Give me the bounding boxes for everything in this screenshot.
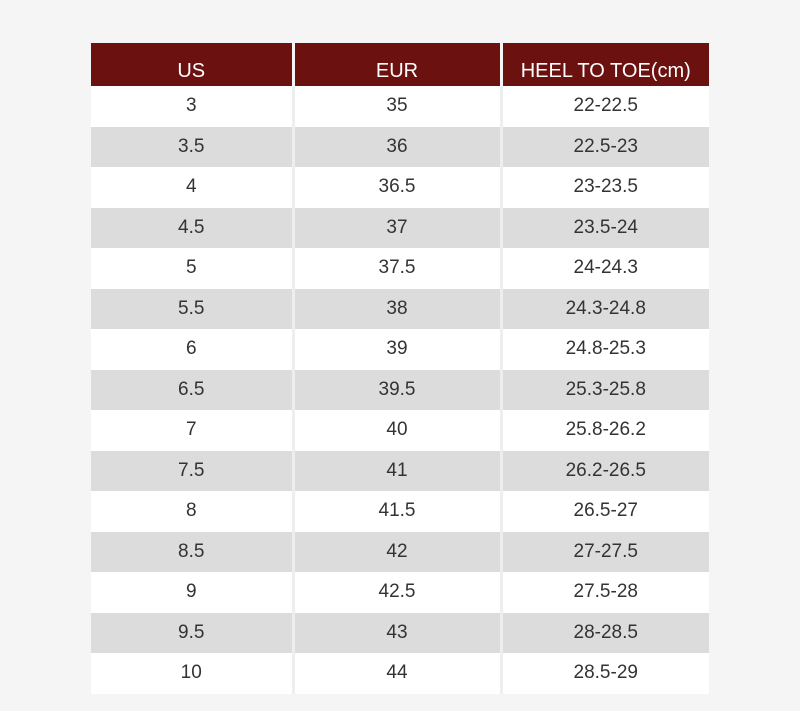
cell-eur: 35 [293, 86, 501, 127]
cell-us: 8 [91, 491, 293, 532]
size-chart-table [91, 43, 709, 694]
cell-heel-to-toe: 27.5-28 [501, 572, 709, 613]
cell-eur: 42.5 [293, 572, 501, 613]
cell-us: 4.5 [91, 208, 293, 249]
cell-eur: 36.5 [293, 167, 501, 208]
cell-us: 6 [91, 329, 293, 370]
cell-eur: 44 [293, 653, 501, 694]
table-row [91, 167, 709, 208]
table-header [91, 43, 709, 86]
cell-heel-to-toe: 26.5-27 [501, 491, 709, 532]
table-row [91, 572, 709, 613]
cell-eur: 40 [293, 410, 501, 451]
cell-us: 4 [91, 167, 293, 208]
cell-us: 3 [91, 86, 293, 127]
cell-us: 6.5 [91, 370, 293, 411]
table-row [91, 451, 709, 492]
cell-eur: 38 [293, 289, 501, 330]
cell-us: 9.5 [91, 613, 293, 654]
table-row [91, 289, 709, 330]
cell-eur: 41 [293, 451, 501, 492]
table-row [91, 208, 709, 249]
table-row [91, 410, 709, 451]
table-row [91, 86, 709, 127]
header-row [91, 43, 709, 86]
table-row [91, 653, 709, 694]
cell-heel-to-toe: 23.5-24 [501, 208, 709, 249]
table-row [91, 532, 709, 573]
table-row [91, 127, 709, 168]
cell-eur: 43 [293, 613, 501, 654]
header-eur: EUR [293, 43, 501, 86]
cell-heel-to-toe: 25.3-25.8 [501, 370, 709, 411]
cell-heel-to-toe: 28.5-29 [501, 653, 709, 694]
cell-us: 5.5 [91, 289, 293, 330]
cell-us: 8.5 [91, 532, 293, 573]
header-heel-to-toe: HEEL TO TOE(cm) [501, 43, 709, 86]
table-row [91, 370, 709, 411]
cell-eur: 39 [293, 329, 501, 370]
cell-us: 9 [91, 572, 293, 613]
table-row [91, 248, 709, 289]
table-body [91, 86, 709, 694]
cell-heel-to-toe: 27-27.5 [501, 532, 709, 573]
cell-eur: 41.5 [293, 491, 501, 532]
cell-us: 7 [91, 410, 293, 451]
cell-heel-to-toe: 26.2-26.5 [501, 451, 709, 492]
cell-us: 10 [91, 653, 293, 694]
cell-eur: 36 [293, 127, 501, 168]
header-us: US [91, 43, 293, 86]
cell-heel-to-toe: 22-22.5 [501, 86, 709, 127]
table-row [91, 491, 709, 532]
cell-us: 3.5 [91, 127, 293, 168]
cell-eur: 39.5 [293, 370, 501, 411]
cell-heel-to-toe: 23-23.5 [501, 167, 709, 208]
cell-eur: 37 [293, 208, 501, 249]
cell-heel-to-toe: 25.8-26.2 [501, 410, 709, 451]
cell-us: 7.5 [91, 451, 293, 492]
cell-heel-to-toe: 22.5-23 [501, 127, 709, 168]
cell-heel-to-toe: 24.3-24.8 [501, 289, 709, 330]
cell-heel-to-toe: 28-28.5 [501, 613, 709, 654]
cell-us: 5 [91, 248, 293, 289]
cell-heel-to-toe: 24-24.3 [501, 248, 709, 289]
cell-heel-to-toe: 24.8-25.3 [501, 329, 709, 370]
cell-eur: 42 [293, 532, 501, 573]
cell-eur: 37.5 [293, 248, 501, 289]
table-row [91, 329, 709, 370]
table-row [91, 613, 709, 654]
